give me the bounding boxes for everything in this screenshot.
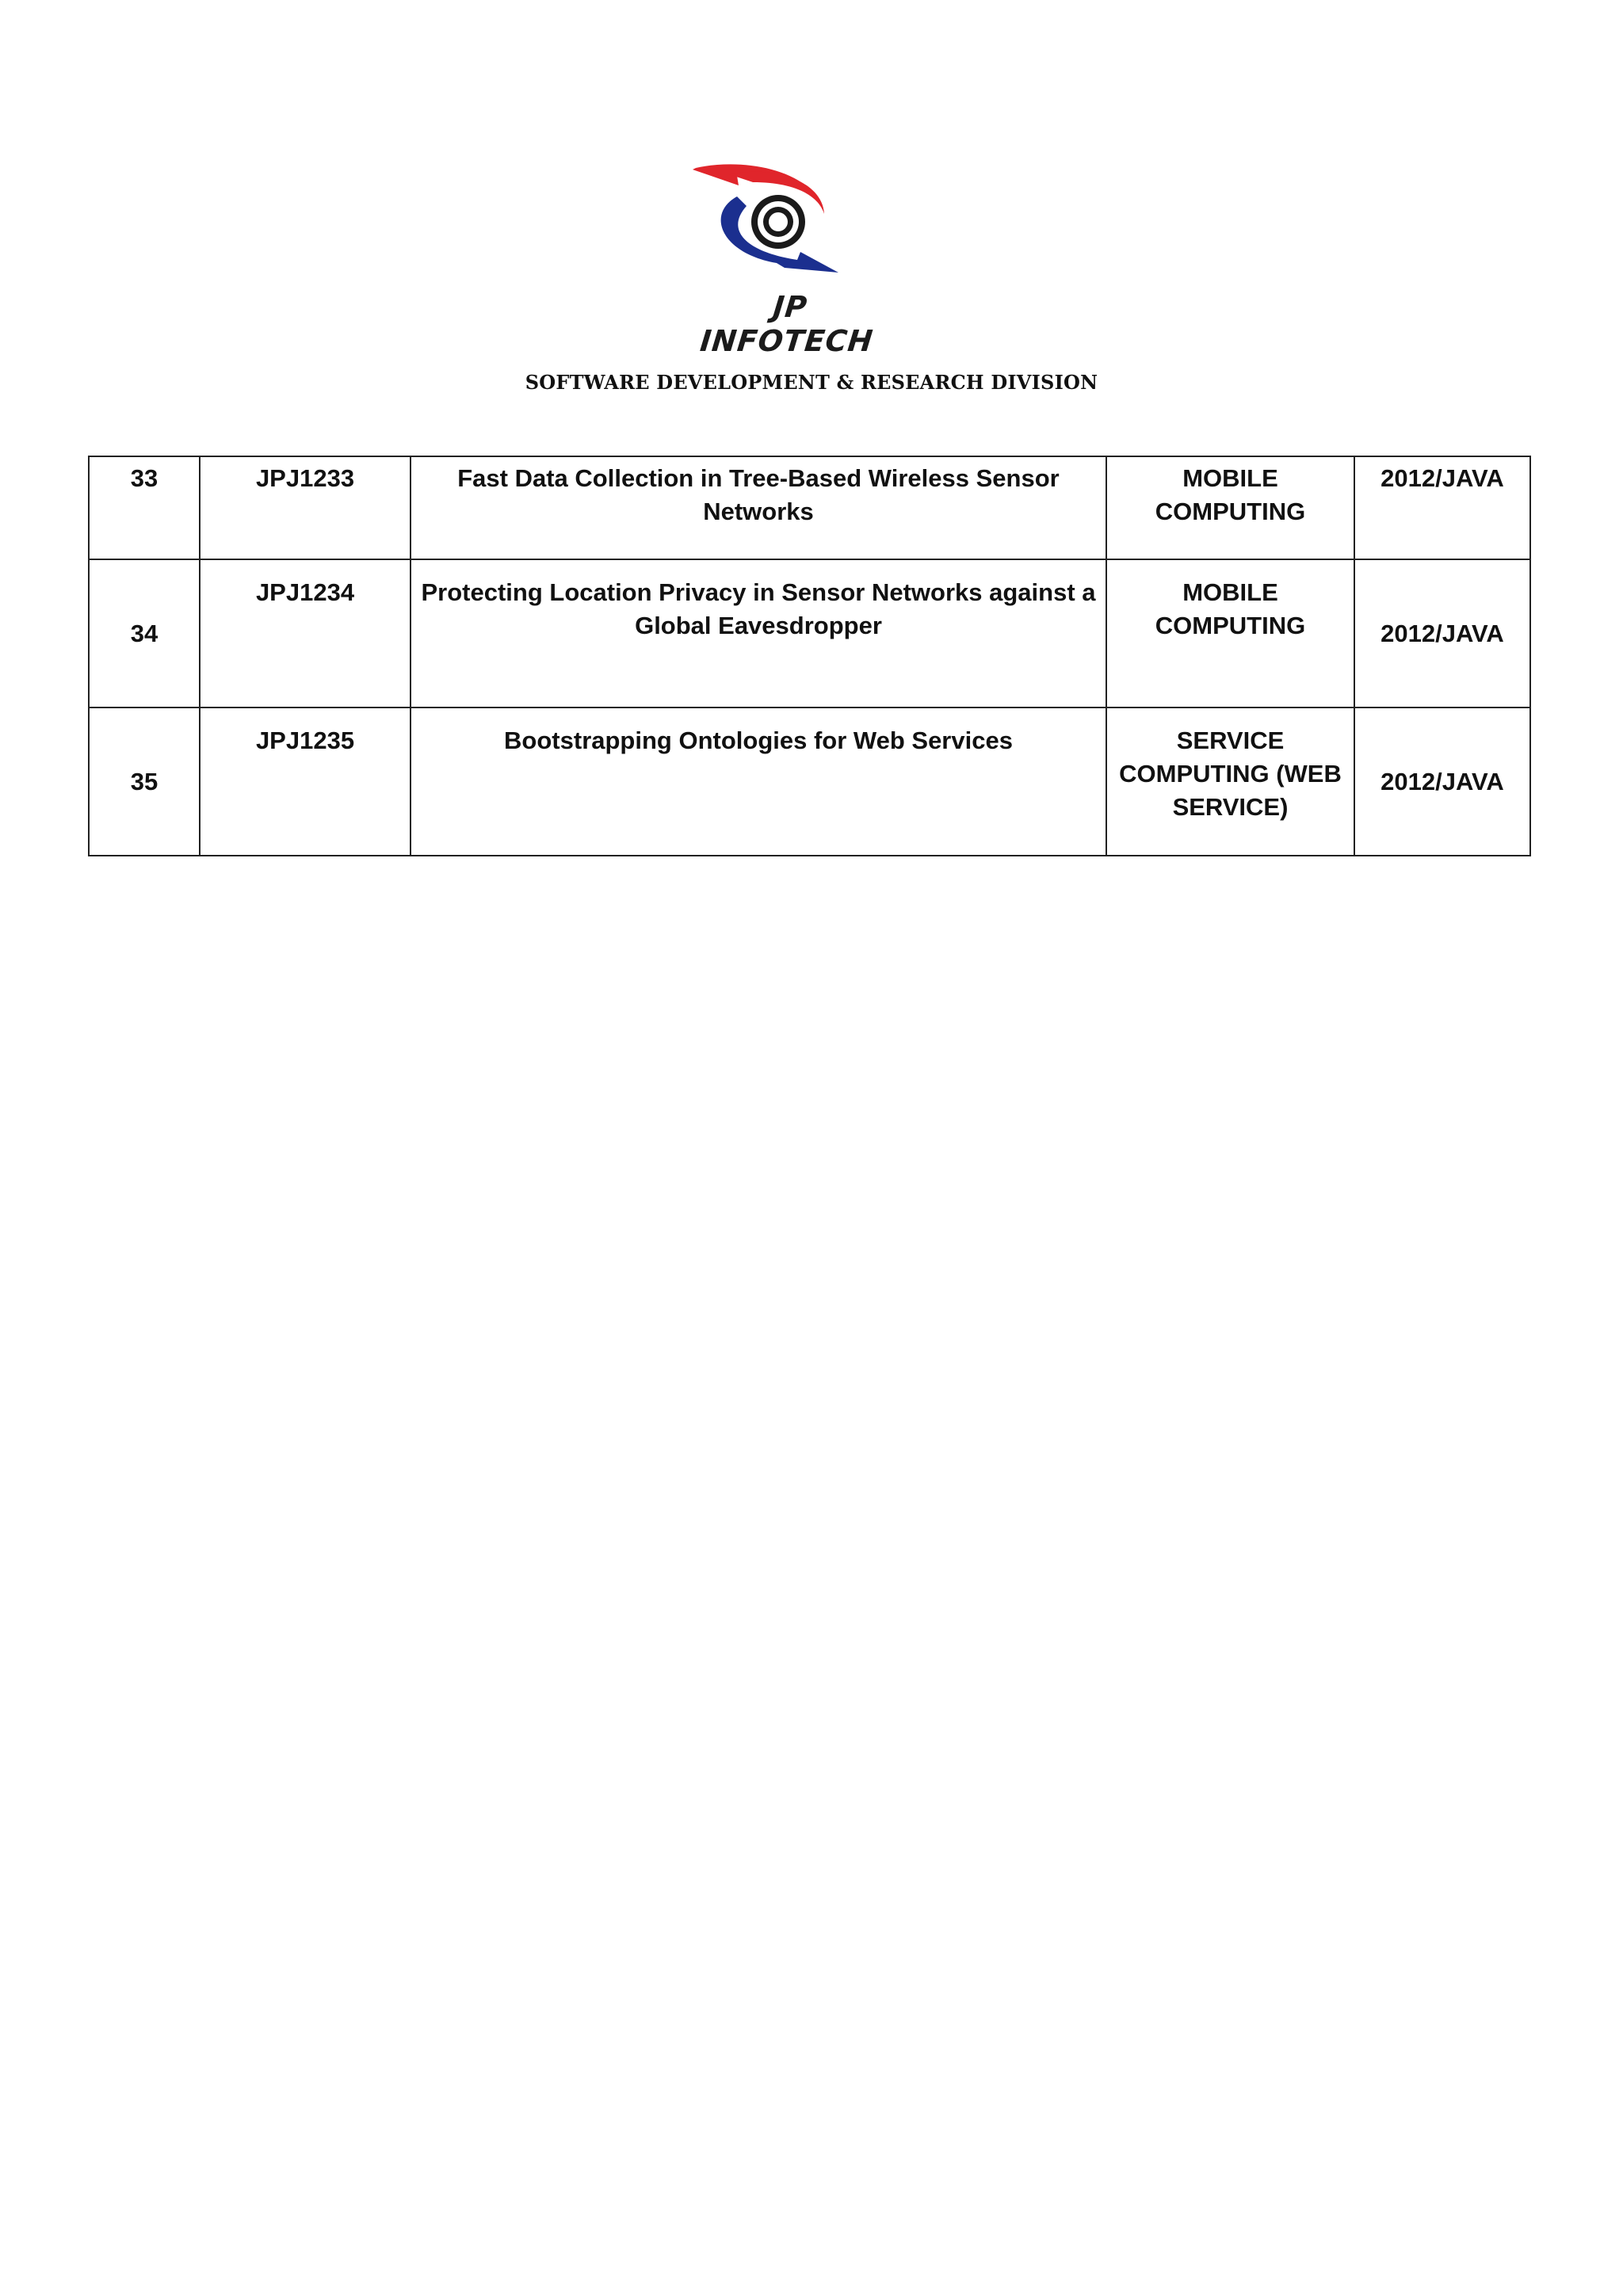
project-number: 35 — [89, 707, 200, 856]
table-row — [89, 559, 1530, 707]
project-domain: MOBILE COMPUTING — [1106, 456, 1354, 559]
project-domain: MOBILE COMPUTING — [1106, 559, 1354, 707]
company-logo — [682, 158, 896, 358]
project-title: Bootstrapping Ontologies for Web Services — [411, 707, 1106, 856]
table-row — [89, 456, 1530, 559]
project-number: 33 — [89, 456, 200, 559]
jp-infotech-eye-logo-icon — [682, 158, 896, 277]
project-domain: SERVICE COMPUTING (WEB SERVICE) — [1106, 707, 1354, 856]
project-code: JPJ1233 — [200, 456, 411, 559]
brand-name: JP INFOTECH — [698, 290, 876, 358]
project-title: Fast Data Collection in Tree-Based Wireless Sensor Networks — [411, 456, 1106, 559]
project-code: JPJ1234 — [200, 559, 411, 707]
project-year-language: 2012/JAVA — [1354, 707, 1530, 856]
project-code: JPJ1235 — [200, 707, 411, 856]
project-number: 34 — [89, 559, 200, 707]
project-year-language: 2012/JAVA — [1354, 559, 1530, 707]
project-year-language: 2012/JAVA — [1354, 456, 1530, 559]
project-title: Protecting Location Privacy in Sensor Networks against a Global Eavesdropper — [411, 559, 1106, 707]
table-row — [89, 707, 1530, 856]
projects-table — [88, 456, 1531, 856]
division-heading: SOFTWARE DEVELOPMENT & RESEARCH DIVISION — [525, 371, 1098, 394]
